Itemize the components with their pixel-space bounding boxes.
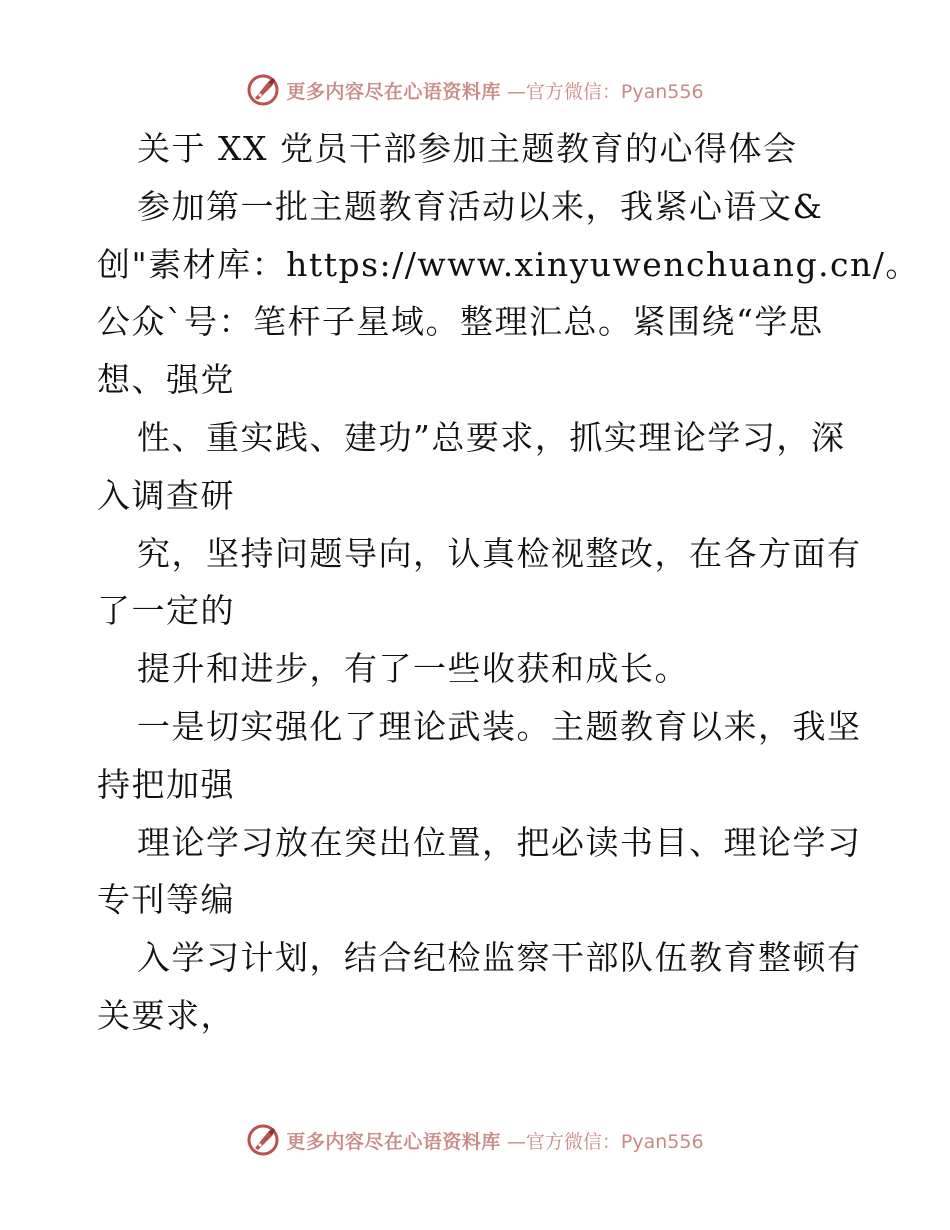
document-body: [97, 120, 920, 1045]
text-line: 入学习计划，结合纪检监察干部队伍教育整顿有: [137, 938, 862, 978]
text-line: 关要求，: [97, 995, 235, 1035]
footer-banner: [0, 1120, 950, 1160]
text-line: 入调查研: [97, 475, 235, 515]
document-title: 关于 XX 党员干部参加主题教育的心得体会: [137, 129, 798, 168]
text-line: 持把加强: [97, 764, 235, 804]
text-line: 参加第一批主题教育活动以来，我紧心语文&: [137, 186, 824, 226]
text-line: 想、强党: [97, 360, 235, 400]
text-line: 一是切实强化了理论武装。主题教育以来，我坚: [137, 706, 862, 746]
banner-wechat-text: —官方微信：Pyan556: [506, 1130, 704, 1153]
pen-nib-logo-icon: [246, 73, 280, 107]
text-line: 了一定的: [97, 591, 235, 631]
pen-nib-logo-icon: [246, 1123, 280, 1157]
text-line: 专刊等编: [97, 880, 235, 920]
header-banner: [0, 70, 950, 110]
banner-brand-text: 更多内容尽在心语资料库: [286, 1130, 501, 1153]
banner-brand-text: 更多内容尽在心语资料库: [286, 80, 501, 103]
text-line: 提升和进步，有了一些收获和成长。: [137, 649, 689, 689]
text-line: 公众`号：笔杆子星域。整理汇总。紧围绕“学思: [97, 302, 824, 342]
text-line: 理论学习放在突出位置，把必读书目、理论学习: [137, 822, 862, 862]
text-line: 创"素材库：https://www.xinyuwenchuang.cn/。: [97, 244, 920, 284]
text-line: 究，坚持问题导向，认真检视整改，在各方面有: [137, 533, 862, 573]
banner-wechat-text: —官方微信：Pyan556: [506, 80, 704, 103]
text-line: 性、重实践、建功”总要求，抓实理论学习，深: [137, 417, 846, 457]
